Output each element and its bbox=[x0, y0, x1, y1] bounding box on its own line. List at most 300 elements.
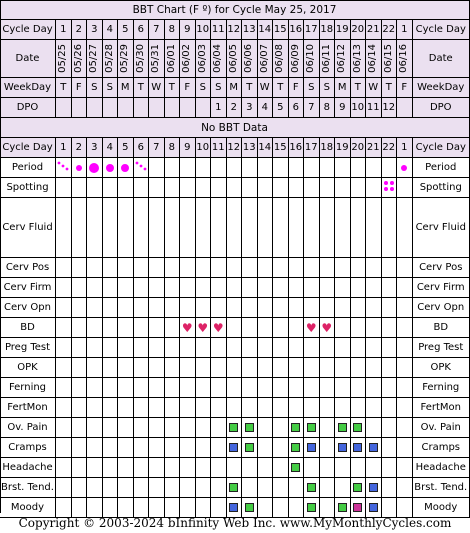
row-period-cell[interactable] bbox=[211, 158, 227, 178]
row-ov-pain-cell[interactable] bbox=[304, 418, 320, 438]
row-preg-test-cell[interactable] bbox=[335, 338, 351, 358]
row-fertmon-cell[interactable] bbox=[87, 398, 103, 418]
row-cerv-opn-cell[interactable] bbox=[165, 298, 181, 318]
row-cerv-pos-cell[interactable] bbox=[258, 258, 274, 278]
row-cramps-cell[interactable] bbox=[196, 438, 212, 458]
row-cramps-cell[interactable] bbox=[258, 438, 274, 458]
row-ferning-cell[interactable] bbox=[382, 378, 398, 398]
row-ferning-cell[interactable] bbox=[72, 378, 88, 398]
row-ov-pain-cell[interactable] bbox=[227, 418, 243, 438]
row-ferning-cell[interactable] bbox=[149, 378, 165, 398]
row-cerv-pos-cell[interactable] bbox=[335, 258, 351, 278]
row-brst-tend-cell[interactable] bbox=[118, 478, 134, 498]
row-cerv-fluid-cell[interactable] bbox=[118, 198, 134, 258]
row-spotting-cell[interactable] bbox=[118, 178, 134, 198]
row-cramps-cell[interactable] bbox=[134, 438, 150, 458]
row-bd-cell[interactable] bbox=[103, 318, 119, 338]
row-ov-pain-cell[interactable] bbox=[211, 418, 227, 438]
row-cerv-pos-cell[interactable] bbox=[320, 258, 336, 278]
row-fertmon-cell[interactable] bbox=[180, 398, 196, 418]
row-ferning-cell[interactable] bbox=[118, 378, 134, 398]
row-cerv-firm-cell[interactable] bbox=[382, 278, 398, 298]
row-spotting-cell[interactable] bbox=[56, 178, 72, 198]
row-brst-tend-cell[interactable] bbox=[227, 478, 243, 498]
row-opk-cell[interactable] bbox=[196, 358, 212, 378]
row-period-cell[interactable] bbox=[351, 158, 367, 178]
row-ov-pain-cell[interactable] bbox=[87, 418, 103, 438]
row-opk-cell[interactable] bbox=[211, 358, 227, 378]
row-ov-pain-cell[interactable] bbox=[149, 418, 165, 438]
row-brst-tend-cell[interactable] bbox=[382, 478, 398, 498]
row-fertmon-cell[interactable] bbox=[227, 398, 243, 418]
row-cerv-firm-cell[interactable] bbox=[87, 278, 103, 298]
row-cramps-cell[interactable] bbox=[103, 438, 119, 458]
row-cramps-cell[interactable] bbox=[320, 438, 336, 458]
row-ov-pain-cell[interactable] bbox=[366, 418, 382, 438]
row-cerv-fluid-cell[interactable] bbox=[103, 198, 119, 258]
row-cramps-cell[interactable] bbox=[304, 438, 320, 458]
row-fertmon-cell[interactable] bbox=[211, 398, 227, 418]
row-cerv-fluid-cell[interactable] bbox=[72, 198, 88, 258]
row-cerv-firm-cell[interactable] bbox=[149, 278, 165, 298]
row-cerv-firm-cell[interactable] bbox=[289, 278, 305, 298]
row-cramps-cell[interactable] bbox=[227, 438, 243, 458]
row-fertmon-cell[interactable] bbox=[258, 398, 274, 418]
row-cramps-cell[interactable] bbox=[118, 438, 134, 458]
row-fertmon-cell[interactable] bbox=[134, 398, 150, 418]
row-opk-cell[interactable] bbox=[72, 358, 88, 378]
row-brst-tend-cell[interactable] bbox=[103, 478, 119, 498]
row-cerv-opn-cell[interactable] bbox=[335, 298, 351, 318]
row-cerv-fluid-cell[interactable] bbox=[196, 198, 212, 258]
row-brst-tend-cell[interactable] bbox=[211, 478, 227, 498]
row-cerv-fluid-cell[interactable] bbox=[273, 198, 289, 258]
row-bd-cell[interactable] bbox=[165, 318, 181, 338]
row-period-cell[interactable] bbox=[196, 158, 212, 178]
row-cramps-cell[interactable] bbox=[165, 438, 181, 458]
row-cerv-pos-cell[interactable] bbox=[72, 258, 88, 278]
row-headache-cell[interactable] bbox=[149, 458, 165, 478]
row-cerv-fluid-cell[interactable] bbox=[335, 198, 351, 258]
row-cramps-cell[interactable] bbox=[211, 438, 227, 458]
row-opk-cell[interactable] bbox=[227, 358, 243, 378]
row-cerv-opn-cell[interactable] bbox=[351, 298, 367, 318]
row-brst-tend-cell[interactable] bbox=[289, 478, 305, 498]
row-bd-cell[interactable] bbox=[149, 318, 165, 338]
row-headache-cell[interactable] bbox=[196, 458, 212, 478]
row-headache-cell[interactable] bbox=[227, 458, 243, 478]
row-headache-cell[interactable] bbox=[165, 458, 181, 478]
row-bd-cell[interactable] bbox=[289, 318, 305, 338]
row-headache-cell[interactable] bbox=[180, 458, 196, 478]
row-brst-tend-cell[interactable] bbox=[72, 478, 88, 498]
row-ferning-cell[interactable] bbox=[258, 378, 274, 398]
row-cerv-pos-cell[interactable] bbox=[149, 258, 165, 278]
row-spotting-cell[interactable] bbox=[196, 178, 212, 198]
row-cerv-pos-cell[interactable] bbox=[304, 258, 320, 278]
row-period-cell[interactable] bbox=[72, 158, 88, 178]
row-brst-tend-cell[interactable] bbox=[320, 478, 336, 498]
row-headache-cell[interactable] bbox=[382, 458, 398, 478]
row-preg-test-cell[interactable] bbox=[211, 338, 227, 358]
row-ov-pain-cell[interactable] bbox=[165, 418, 181, 438]
row-ov-pain-cell[interactable] bbox=[72, 418, 88, 438]
row-cerv-pos-cell[interactable] bbox=[56, 258, 72, 278]
row-brst-tend-cell[interactable] bbox=[56, 478, 72, 498]
row-headache-cell[interactable] bbox=[366, 458, 382, 478]
row-cerv-firm-cell[interactable] bbox=[397, 278, 413, 298]
row-cerv-fluid-cell[interactable] bbox=[382, 198, 398, 258]
row-fertmon-cell[interactable] bbox=[273, 398, 289, 418]
row-ferning-cell[interactable] bbox=[335, 378, 351, 398]
row-ferning-cell[interactable] bbox=[320, 378, 336, 398]
row-ov-pain-cell[interactable] bbox=[134, 418, 150, 438]
row-headache-cell[interactable] bbox=[72, 458, 88, 478]
row-fertmon-cell[interactable] bbox=[196, 398, 212, 418]
row-fertmon-cell[interactable] bbox=[289, 398, 305, 418]
row-cerv-firm-cell[interactable] bbox=[242, 278, 258, 298]
row-opk-cell[interactable] bbox=[242, 358, 258, 378]
row-ferning-cell[interactable] bbox=[56, 378, 72, 398]
row-cerv-opn-cell[interactable] bbox=[242, 298, 258, 318]
row-opk-cell[interactable] bbox=[320, 358, 336, 378]
row-bd-cell[interactable] bbox=[118, 318, 134, 338]
row-cerv-opn-cell[interactable] bbox=[320, 298, 336, 318]
row-cerv-opn-cell[interactable] bbox=[118, 298, 134, 318]
row-opk-cell[interactable] bbox=[258, 358, 274, 378]
row-fertmon-cell[interactable] bbox=[56, 398, 72, 418]
row-ferning-cell[interactable] bbox=[211, 378, 227, 398]
row-spotting-cell[interactable] bbox=[273, 178, 289, 198]
row-fertmon-cell[interactable] bbox=[149, 398, 165, 418]
row-ov-pain-cell[interactable] bbox=[196, 418, 212, 438]
row-preg-test-cell[interactable] bbox=[196, 338, 212, 358]
row-spotting-cell[interactable] bbox=[289, 178, 305, 198]
row-cerv-firm-cell[interactable] bbox=[335, 278, 351, 298]
row-bd-cell[interactable] bbox=[258, 318, 274, 338]
row-cerv-opn-cell[interactable] bbox=[289, 298, 305, 318]
row-opk-cell[interactable] bbox=[273, 358, 289, 378]
row-ov-pain-cell[interactable] bbox=[103, 418, 119, 438]
row-ov-pain-cell[interactable] bbox=[289, 418, 305, 438]
row-cerv-pos-cell[interactable] bbox=[134, 258, 150, 278]
row-spotting-cell[interactable] bbox=[103, 178, 119, 198]
row-ov-pain-cell[interactable] bbox=[180, 418, 196, 438]
row-cramps-cell[interactable] bbox=[382, 438, 398, 458]
row-ferning-cell[interactable] bbox=[242, 378, 258, 398]
row-bd-cell[interactable] bbox=[72, 318, 88, 338]
row-cerv-opn-cell[interactable] bbox=[382, 298, 398, 318]
row-preg-test-cell[interactable] bbox=[304, 338, 320, 358]
row-cerv-opn-cell[interactable] bbox=[149, 298, 165, 318]
row-fertmon-cell[interactable] bbox=[351, 398, 367, 418]
row-cerv-firm-cell[interactable] bbox=[211, 278, 227, 298]
row-spotting-cell[interactable] bbox=[320, 178, 336, 198]
row-spotting-cell[interactable] bbox=[351, 178, 367, 198]
row-cramps-cell[interactable] bbox=[273, 438, 289, 458]
row-cerv-pos-cell[interactable] bbox=[87, 258, 103, 278]
row-bd-cell[interactable] bbox=[397, 318, 413, 338]
row-bd-cell[interactable] bbox=[87, 318, 103, 338]
row-cramps-cell[interactable] bbox=[351, 438, 367, 458]
row-cerv-pos-cell[interactable] bbox=[103, 258, 119, 278]
row-opk-cell[interactable] bbox=[134, 358, 150, 378]
row-cerv-fluid-cell[interactable] bbox=[180, 198, 196, 258]
row-preg-test-cell[interactable] bbox=[165, 338, 181, 358]
row-bd-cell[interactable] bbox=[227, 318, 243, 338]
row-opk-cell[interactable] bbox=[56, 358, 72, 378]
row-headache-cell[interactable] bbox=[87, 458, 103, 478]
row-headache-cell[interactable] bbox=[289, 458, 305, 478]
row-period-cell[interactable] bbox=[397, 158, 413, 178]
row-cramps-cell[interactable] bbox=[335, 438, 351, 458]
row-period-cell[interactable] bbox=[180, 158, 196, 178]
row-ov-pain-cell[interactable] bbox=[320, 418, 336, 438]
row-cerv-opn-cell[interactable] bbox=[366, 298, 382, 318]
row-ferning-cell[interactable] bbox=[397, 378, 413, 398]
row-spotting-cell[interactable] bbox=[304, 178, 320, 198]
row-cerv-pos-cell[interactable] bbox=[196, 258, 212, 278]
row-preg-test-cell[interactable] bbox=[242, 338, 258, 358]
row-headache-cell[interactable] bbox=[134, 458, 150, 478]
row-ov-pain-cell[interactable] bbox=[242, 418, 258, 438]
row-headache-cell[interactable] bbox=[118, 458, 134, 478]
row-ov-pain-cell[interactable] bbox=[258, 418, 274, 438]
row-spotting-cell[interactable] bbox=[366, 178, 382, 198]
row-cramps-cell[interactable] bbox=[72, 438, 88, 458]
row-period-cell[interactable] bbox=[118, 158, 134, 178]
row-brst-tend-cell[interactable] bbox=[134, 478, 150, 498]
row-opk-cell[interactable] bbox=[149, 358, 165, 378]
row-brst-tend-cell[interactable] bbox=[87, 478, 103, 498]
row-cramps-cell[interactable] bbox=[289, 438, 305, 458]
row-cerv-firm-cell[interactable] bbox=[227, 278, 243, 298]
row-cramps-cell[interactable] bbox=[87, 438, 103, 458]
row-ferning-cell[interactable] bbox=[87, 378, 103, 398]
row-fertmon-cell[interactable] bbox=[366, 398, 382, 418]
row-opk-cell[interactable] bbox=[165, 358, 181, 378]
row-cerv-firm-cell[interactable] bbox=[118, 278, 134, 298]
row-brst-tend-cell[interactable] bbox=[335, 478, 351, 498]
row-headache-cell[interactable] bbox=[56, 458, 72, 478]
row-bd-cell[interactable] bbox=[351, 318, 367, 338]
row-cerv-opn-cell[interactable] bbox=[72, 298, 88, 318]
row-bd-cell[interactable] bbox=[134, 318, 150, 338]
row-fertmon-cell[interactable] bbox=[320, 398, 336, 418]
row-ov-pain-cell[interactable] bbox=[397, 418, 413, 438]
row-spotting-cell[interactable] bbox=[180, 178, 196, 198]
row-period-cell[interactable] bbox=[103, 158, 119, 178]
row-opk-cell[interactable] bbox=[289, 358, 305, 378]
row-opk-cell[interactable] bbox=[382, 358, 398, 378]
row-preg-test-cell[interactable] bbox=[134, 338, 150, 358]
row-spotting-cell[interactable] bbox=[165, 178, 181, 198]
row-brst-tend-cell[interactable] bbox=[180, 478, 196, 498]
row-cerv-fluid-cell[interactable] bbox=[351, 198, 367, 258]
row-cramps-cell[interactable] bbox=[242, 438, 258, 458]
row-spotting-cell[interactable] bbox=[242, 178, 258, 198]
row-ferning-cell[interactable] bbox=[304, 378, 320, 398]
row-cerv-fluid-cell[interactable] bbox=[320, 198, 336, 258]
row-preg-test-cell[interactable] bbox=[320, 338, 336, 358]
row-ov-pain-cell[interactable] bbox=[273, 418, 289, 438]
row-bd-cell[interactable] bbox=[382, 318, 398, 338]
row-opk-cell[interactable] bbox=[103, 358, 119, 378]
row-period-cell[interactable] bbox=[227, 158, 243, 178]
row-ov-pain-cell[interactable] bbox=[118, 418, 134, 438]
row-period-cell[interactable] bbox=[304, 158, 320, 178]
row-ov-pain-cell[interactable] bbox=[351, 418, 367, 438]
row-bd-cell[interactable] bbox=[211, 318, 227, 338]
row-bd-cell[interactable] bbox=[366, 318, 382, 338]
row-bd-cell[interactable] bbox=[242, 318, 258, 338]
row-cerv-pos-cell[interactable] bbox=[366, 258, 382, 278]
row-spotting-cell[interactable] bbox=[134, 178, 150, 198]
row-cerv-pos-cell[interactable] bbox=[397, 258, 413, 278]
row-ferning-cell[interactable] bbox=[103, 378, 119, 398]
row-preg-test-cell[interactable] bbox=[72, 338, 88, 358]
row-bd-cell[interactable] bbox=[273, 318, 289, 338]
row-preg-test-cell[interactable] bbox=[382, 338, 398, 358]
row-cerv-opn-cell[interactable] bbox=[103, 298, 119, 318]
row-brst-tend-cell[interactable] bbox=[304, 478, 320, 498]
row-spotting-cell[interactable] bbox=[335, 178, 351, 198]
row-headache-cell[interactable] bbox=[103, 458, 119, 478]
row-preg-test-cell[interactable] bbox=[149, 338, 165, 358]
row-period-cell[interactable] bbox=[320, 158, 336, 178]
row-period-cell[interactable] bbox=[165, 158, 181, 178]
row-spotting-cell[interactable] bbox=[227, 178, 243, 198]
row-opk-cell[interactable] bbox=[366, 358, 382, 378]
row-cramps-cell[interactable] bbox=[56, 438, 72, 458]
row-cerv-fluid-cell[interactable] bbox=[56, 198, 72, 258]
row-cerv-firm-cell[interactable] bbox=[351, 278, 367, 298]
row-cerv-opn-cell[interactable] bbox=[180, 298, 196, 318]
row-cerv-firm-cell[interactable] bbox=[180, 278, 196, 298]
row-ferning-cell[interactable] bbox=[273, 378, 289, 398]
row-cerv-opn-cell[interactable] bbox=[304, 298, 320, 318]
row-period-cell[interactable] bbox=[273, 158, 289, 178]
row-cerv-opn-cell[interactable] bbox=[196, 298, 212, 318]
row-opk-cell[interactable] bbox=[351, 358, 367, 378]
row-cerv-fluid-cell[interactable] bbox=[304, 198, 320, 258]
row-cerv-opn-cell[interactable] bbox=[87, 298, 103, 318]
row-period-cell[interactable] bbox=[149, 158, 165, 178]
row-period-cell[interactable] bbox=[87, 158, 103, 178]
row-cerv-firm-cell[interactable] bbox=[196, 278, 212, 298]
row-cerv-fluid-cell[interactable] bbox=[366, 198, 382, 258]
row-cerv-pos-cell[interactable] bbox=[211, 258, 227, 278]
row-cerv-fluid-cell[interactable] bbox=[289, 198, 305, 258]
row-cerv-pos-cell[interactable] bbox=[118, 258, 134, 278]
row-brst-tend-cell[interactable] bbox=[397, 478, 413, 498]
row-cerv-firm-cell[interactable] bbox=[165, 278, 181, 298]
row-cerv-opn-cell[interactable] bbox=[134, 298, 150, 318]
row-ferning-cell[interactable] bbox=[289, 378, 305, 398]
row-cerv-pos-cell[interactable] bbox=[227, 258, 243, 278]
row-period-cell[interactable] bbox=[335, 158, 351, 178]
row-cerv-fluid-cell[interactable] bbox=[87, 198, 103, 258]
row-headache-cell[interactable] bbox=[397, 458, 413, 478]
row-headache-cell[interactable] bbox=[320, 458, 336, 478]
row-brst-tend-cell[interactable] bbox=[351, 478, 367, 498]
row-bd-cell[interactable] bbox=[320, 318, 336, 338]
row-bd-cell[interactable] bbox=[196, 318, 212, 338]
row-cramps-cell[interactable] bbox=[366, 438, 382, 458]
row-cerv-fluid-cell[interactable] bbox=[397, 198, 413, 258]
row-ferning-cell[interactable] bbox=[180, 378, 196, 398]
row-period-cell[interactable] bbox=[56, 158, 72, 178]
row-preg-test-cell[interactable] bbox=[289, 338, 305, 358]
row-bd-cell[interactable] bbox=[335, 318, 351, 338]
row-cerv-opn-cell[interactable] bbox=[273, 298, 289, 318]
row-spotting-cell[interactable] bbox=[87, 178, 103, 198]
row-headache-cell[interactable] bbox=[258, 458, 274, 478]
row-preg-test-cell[interactable] bbox=[118, 338, 134, 358]
row-cerv-firm-cell[interactable] bbox=[103, 278, 119, 298]
row-period-cell[interactable] bbox=[258, 158, 274, 178]
row-headache-cell[interactable] bbox=[335, 458, 351, 478]
row-fertmon-cell[interactable] bbox=[165, 398, 181, 418]
row-headache-cell[interactable] bbox=[304, 458, 320, 478]
row-cerv-fluid-cell[interactable] bbox=[211, 198, 227, 258]
row-fertmon-cell[interactable] bbox=[118, 398, 134, 418]
row-ferning-cell[interactable] bbox=[134, 378, 150, 398]
row-headache-cell[interactable] bbox=[242, 458, 258, 478]
row-preg-test-cell[interactable] bbox=[397, 338, 413, 358]
row-ferning-cell[interactable] bbox=[227, 378, 243, 398]
row-brst-tend-cell[interactable] bbox=[165, 478, 181, 498]
row-spotting-cell[interactable] bbox=[258, 178, 274, 198]
row-cerv-fluid-cell[interactable] bbox=[165, 198, 181, 258]
row-preg-test-cell[interactable] bbox=[180, 338, 196, 358]
row-opk-cell[interactable] bbox=[118, 358, 134, 378]
row-opk-cell[interactable] bbox=[335, 358, 351, 378]
row-cerv-firm-cell[interactable] bbox=[258, 278, 274, 298]
row-ferning-cell[interactable] bbox=[366, 378, 382, 398]
row-cerv-pos-cell[interactable] bbox=[180, 258, 196, 278]
row-ferning-cell[interactable] bbox=[351, 378, 367, 398]
row-fertmon-cell[interactable] bbox=[304, 398, 320, 418]
row-brst-tend-cell[interactable] bbox=[258, 478, 274, 498]
row-headache-cell[interactable] bbox=[211, 458, 227, 478]
row-cerv-opn-cell[interactable] bbox=[227, 298, 243, 318]
row-bd-cell[interactable] bbox=[56, 318, 72, 338]
row-preg-test-cell[interactable] bbox=[351, 338, 367, 358]
row-cerv-opn-cell[interactable] bbox=[56, 298, 72, 318]
row-preg-test-cell[interactable] bbox=[87, 338, 103, 358]
row-cerv-firm-cell[interactable] bbox=[366, 278, 382, 298]
row-brst-tend-cell[interactable] bbox=[196, 478, 212, 498]
row-bd-cell[interactable] bbox=[304, 318, 320, 338]
row-brst-tend-cell[interactable] bbox=[273, 478, 289, 498]
row-brst-tend-cell[interactable] bbox=[242, 478, 258, 498]
row-cerv-fluid-cell[interactable] bbox=[242, 198, 258, 258]
row-cerv-pos-cell[interactable] bbox=[382, 258, 398, 278]
row-cerv-pos-cell[interactable] bbox=[242, 258, 258, 278]
row-preg-test-cell[interactable] bbox=[56, 338, 72, 358]
row-opk-cell[interactable] bbox=[87, 358, 103, 378]
row-cerv-pos-cell[interactable] bbox=[351, 258, 367, 278]
row-cerv-fluid-cell[interactable] bbox=[227, 198, 243, 258]
row-preg-test-cell[interactable] bbox=[227, 338, 243, 358]
row-spotting-cell[interactable] bbox=[72, 178, 88, 198]
row-brst-tend-cell[interactable] bbox=[149, 478, 165, 498]
row-bd-cell[interactable] bbox=[180, 318, 196, 338]
row-cerv-fluid-cell[interactable] bbox=[134, 198, 150, 258]
row-ov-pain-cell[interactable] bbox=[382, 418, 398, 438]
row-cerv-pos-cell[interactable] bbox=[165, 258, 181, 278]
